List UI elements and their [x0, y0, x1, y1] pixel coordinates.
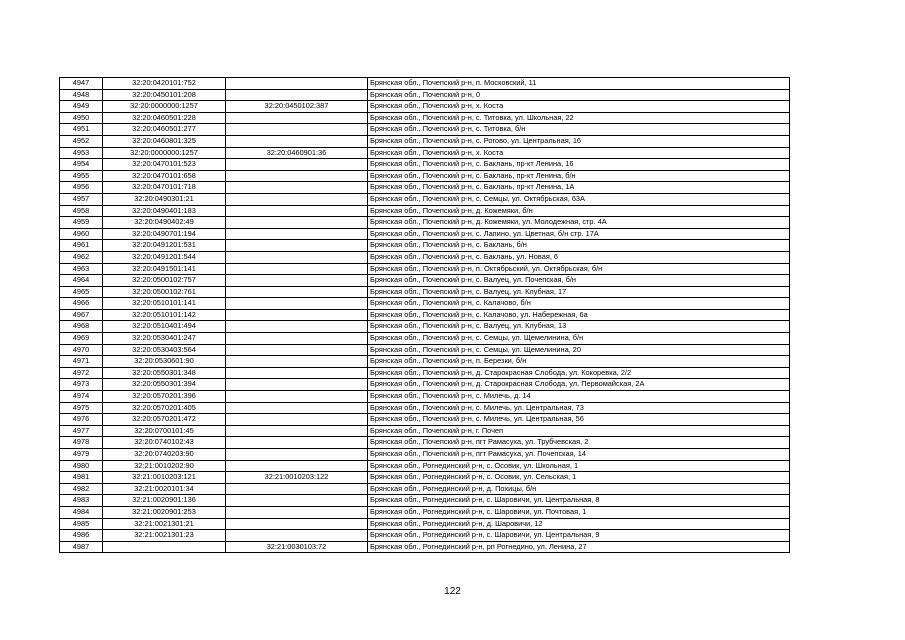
row-number-cell: 4977	[60, 425, 103, 437]
linked-cadastral-number-cell	[226, 530, 368, 542]
row-number-cell: 4986	[60, 530, 103, 542]
cadastral-number-cell: 32:20:0530403:564	[103, 344, 226, 356]
registry-table-body	[60, 78, 790, 553]
table-row	[60, 251, 790, 263]
table-row	[60, 367, 790, 379]
address-cell: Брянская обл., Почепский р-н, с. Баклань, ул. Новая, 6	[368, 251, 790, 263]
linked-cadastral-number-cell	[226, 356, 368, 368]
address-cell: Брянская обл., Почепский р-н, с. Титовка, ул. Школьная, 22	[368, 112, 790, 124]
address-cell: Брянская обл., Почепский р-н, с. Титовка, б/н	[368, 124, 790, 136]
cadastral-number-cell: 32:20:0510101:141	[103, 298, 226, 310]
table-row	[60, 541, 790, 553]
linked-cadastral-number-cell	[226, 437, 368, 449]
row-number-cell: 4983	[60, 495, 103, 507]
registry-table	[59, 77, 790, 553]
cadastral-number-cell: 32:20:0570201:472	[103, 414, 226, 426]
linked-cadastral-number-cell	[226, 344, 368, 356]
table-row	[60, 217, 790, 229]
linked-cadastral-number-cell: 32:20:0460901:36	[226, 147, 368, 159]
table-row	[60, 356, 790, 368]
address-cell: Брянская обл., Почепский р-н, с. Баклань, пр-кт Ленина, б/н	[368, 170, 790, 182]
linked-cadastral-number-cell	[226, 240, 368, 252]
address-cell: Брянская обл., Почепский р-н, х. Коста	[368, 101, 790, 113]
linked-cadastral-number-cell	[226, 135, 368, 147]
cadastral-number-cell: 32:20:0500102:761	[103, 286, 226, 298]
cadastral-number-cell	[103, 541, 226, 553]
cadastral-number-cell: 32:20:0550301:394	[103, 379, 226, 391]
address-cell: Брянская обл., Рогнединский р-н, д. Шаровичи, 12	[368, 518, 790, 530]
cadastral-number-cell: 32:20:0490301:21	[103, 193, 226, 205]
linked-cadastral-number-cell	[226, 275, 368, 287]
cadastral-number-cell: 32:20:0450101:208	[103, 89, 226, 101]
row-number-cell: 4971	[60, 356, 103, 368]
cadastral-number-cell: 32:20:0530401:247	[103, 333, 226, 345]
cadastral-number-cell: 32:20:0550301:348	[103, 367, 226, 379]
address-cell: Брянская обл., Почепский р-н, д. Кожемяки, б/н	[368, 205, 790, 217]
cadastral-number-cell: 32:20:0490401:183	[103, 205, 226, 217]
row-number-cell: 4969	[60, 333, 103, 345]
row-number-cell: 4981	[60, 472, 103, 484]
address-cell: Брянская обл., Рогнединский р-н, с. Осовик, ул. Школьная, 1	[368, 460, 790, 472]
table-row	[60, 170, 790, 182]
table-row	[60, 437, 790, 449]
cadastral-number-cell: 32:20:0500102:757	[103, 275, 226, 287]
address-cell: Брянская обл., Почепский р-н, с. Валуец, ул. Почепская, б/н	[368, 275, 790, 287]
linked-cadastral-number-cell	[226, 193, 368, 205]
row-number-cell: 4948	[60, 89, 103, 101]
address-cell: Брянская обл., Почепский р-н, с. Милечь, ул. Центральная, 56	[368, 414, 790, 426]
linked-cadastral-number-cell	[226, 217, 368, 229]
row-number-cell: 4987	[60, 541, 103, 553]
linked-cadastral-number-cell	[226, 391, 368, 403]
address-cell: Брянская обл., Почепский р-н, д. Старокрасная Слобода, ул. Первомайская, 2А	[368, 379, 790, 391]
linked-cadastral-number-cell	[226, 124, 368, 136]
table-row	[60, 78, 790, 90]
row-number-cell: 4954	[60, 159, 103, 171]
linked-cadastral-number-cell	[226, 495, 368, 507]
cadastral-number-cell: 32:20:0491201:544	[103, 251, 226, 263]
row-number-cell: 4957	[60, 193, 103, 205]
cadastral-number-cell: 32:20:0490701:194	[103, 228, 226, 240]
table-row	[60, 530, 790, 542]
row-number-cell: 4968	[60, 321, 103, 333]
linked-cadastral-number-cell	[226, 333, 368, 345]
cadastral-number-cell: 32:21:0020101:34	[103, 483, 226, 495]
cadastral-number-cell: 32:20:0000000:1257	[103, 101, 226, 113]
table-row	[60, 391, 790, 403]
table-row	[60, 228, 790, 240]
table-row	[60, 460, 790, 472]
cadastral-number-cell: 32:20:0570201:405	[103, 402, 226, 414]
linked-cadastral-number-cell: 32:21:0010203:122	[226, 472, 368, 484]
linked-cadastral-number-cell	[226, 506, 368, 518]
cadastral-number-cell: 32:20:0700101:45	[103, 425, 226, 437]
cadastral-number-cell: 32:20:0491501:141	[103, 263, 226, 275]
address-cell: Брянская обл., Почепский р-н, с. Валуец, ул. Клубная, 13	[368, 321, 790, 333]
linked-cadastral-number-cell	[226, 483, 368, 495]
cadastral-number-cell: 32:20:0470101:523	[103, 159, 226, 171]
cadastral-number-cell: 32:20:0491201:531	[103, 240, 226, 252]
linked-cadastral-number-cell	[226, 78, 368, 90]
address-cell: Брянская обл., Почепский р-н, п. Октябрьский, ул. Октябрьская, б/н	[368, 263, 790, 275]
row-number-cell: 4956	[60, 182, 103, 194]
linked-cadastral-number-cell	[226, 309, 368, 321]
table-row	[60, 193, 790, 205]
row-number-cell: 4978	[60, 437, 103, 449]
cadastral-number-cell: 32:20:0470101:658	[103, 170, 226, 182]
table-row	[60, 298, 790, 310]
table-row	[60, 495, 790, 507]
table-row	[60, 263, 790, 275]
row-number-cell: 4953	[60, 147, 103, 159]
table-row	[60, 124, 790, 136]
address-cell: Брянская обл., Почепский р-н, д. Старокрасная Слобода, ул. Кокоревка, 2/2	[368, 367, 790, 379]
row-number-cell: 4965	[60, 286, 103, 298]
cadastral-number-cell: 32:20:0530601:90	[103, 356, 226, 368]
address-cell: Брянская обл., Почепский р-н, п. Березки, б/н	[368, 356, 790, 368]
linked-cadastral-number-cell	[226, 518, 368, 530]
table-row	[60, 309, 790, 321]
table-row	[60, 379, 790, 391]
row-number-cell: 4980	[60, 460, 103, 472]
linked-cadastral-number-cell	[226, 205, 368, 217]
table-row	[60, 483, 790, 495]
address-cell: Брянская обл., Почепский р-н, пгт Рамасуха, ул. Почепская, 14	[368, 449, 790, 461]
cadastral-number-cell: 32:20:0470101:718	[103, 182, 226, 194]
linked-cadastral-number-cell	[226, 402, 368, 414]
address-cell: Брянская обл., Рогнединский р-н, с. Осовик, ул. Сельская, 1	[368, 472, 790, 484]
address-cell: Брянская обл., Почепский р-н, с. Лапино, ул. Цветная, б/н стр. 17А	[368, 228, 790, 240]
linked-cadastral-number-cell	[226, 263, 368, 275]
address-cell: Брянская обл., Почепский р-н, с. Рогово, ул. Центральная, 16	[368, 135, 790, 147]
row-number-cell: 4984	[60, 506, 103, 518]
row-number-cell: 4961	[60, 240, 103, 252]
row-number-cell: 4960	[60, 228, 103, 240]
address-cell: Брянская обл., Почепский р-н, с. Баклань, б/н	[368, 240, 790, 252]
row-number-cell: 4952	[60, 135, 103, 147]
row-number-cell: 4962	[60, 251, 103, 263]
address-cell: Брянская обл., Почепский р-н, с. Баклань, пр-кт Ленина, 16	[368, 159, 790, 171]
linked-cadastral-number-cell	[226, 425, 368, 437]
linked-cadastral-number-cell	[226, 159, 368, 171]
row-number-cell: 4970	[60, 344, 103, 356]
row-number-cell: 4966	[60, 298, 103, 310]
address-cell: Брянская обл., Почепский р-н, с. Валуец, ул. Клубная, 17	[368, 286, 790, 298]
address-cell: Брянская обл., Рогнединский р-н, д. Похицы, б/н	[368, 483, 790, 495]
row-number-cell: 4947	[60, 78, 103, 90]
row-number-cell: 4982	[60, 483, 103, 495]
table-row	[60, 333, 790, 345]
table-row	[60, 321, 790, 333]
table-row	[60, 286, 790, 298]
row-number-cell: 4972	[60, 367, 103, 379]
row-number-cell: 4949	[60, 101, 103, 113]
linked-cadastral-number-cell	[226, 298, 368, 310]
cadastral-number-cell: 32:21:0021301:23	[103, 530, 226, 542]
table-row	[60, 518, 790, 530]
linked-cadastral-number-cell	[226, 228, 368, 240]
linked-cadastral-number-cell	[226, 379, 368, 391]
linked-cadastral-number-cell	[226, 112, 368, 124]
row-number-cell: 4955	[60, 170, 103, 182]
address-cell: Брянская обл., Рогнединский р-н, с. Шаровичи, ул. Центральная, 9	[368, 530, 790, 542]
cadastral-number-cell: 32:21:0020901:253	[103, 506, 226, 518]
table-row	[60, 425, 790, 437]
cadastral-number-cell: 32:20:0490402:49	[103, 217, 226, 229]
row-number-cell: 4963	[60, 263, 103, 275]
cadastral-number-cell: 32:21:0021301:21	[103, 518, 226, 530]
row-number-cell: 4979	[60, 449, 103, 461]
table-row	[60, 205, 790, 217]
table-row	[60, 344, 790, 356]
row-number-cell: 4951	[60, 124, 103, 136]
row-number-cell: 4958	[60, 205, 103, 217]
address-cell: Брянская обл., Почепский р-н, с. Семцы, ул. Щемелинина, б/н	[368, 333, 790, 345]
cadastral-number-cell: 32:21:0010202:90	[103, 460, 226, 472]
row-number-cell: 4976	[60, 414, 103, 426]
row-number-cell: 4973	[60, 379, 103, 391]
cadastral-number-cell: 32:20:0460801:325	[103, 135, 226, 147]
table-row	[60, 89, 790, 101]
cadastral-number-cell: 32:20:0420101:752	[103, 78, 226, 90]
cadastral-number-cell: 32:20:0740102:43	[103, 437, 226, 449]
cadastral-number-cell: 32:20:0000000:1257	[103, 147, 226, 159]
page-number: 122	[444, 586, 461, 597]
cadastral-number-cell: 32:20:0570201:396	[103, 391, 226, 403]
address-cell: Брянская обл., Почепский р-н, с. Баклань, пр-кт Ленина, 1А	[368, 182, 790, 194]
address-cell: Брянская обл., Почепский р-н, г. Почеп	[368, 425, 790, 437]
linked-cadastral-number-cell	[226, 182, 368, 194]
table-row	[60, 275, 790, 287]
address-cell: Брянская обл., Почепский р-н, с. Семцы, ул. Октябрьская, 63А	[368, 193, 790, 205]
row-number-cell: 4975	[60, 402, 103, 414]
table-row	[60, 506, 790, 518]
address-cell: Брянская обл., Почепский р-н, п. Московский, 11	[368, 78, 790, 90]
linked-cadastral-number-cell	[226, 89, 368, 101]
linked-cadastral-number-cell	[226, 367, 368, 379]
table-row	[60, 414, 790, 426]
cadastral-number-cell: 32:20:0510101:142	[103, 309, 226, 321]
address-cell: Брянская обл., Почепский р-н, с. Милечь, д. 14	[368, 391, 790, 403]
linked-cadastral-number-cell: 32:21:0030103:72	[226, 541, 368, 553]
linked-cadastral-number-cell	[226, 449, 368, 461]
address-cell: Брянская обл., Почепский р-н, пгт Рамасуха, ул. Трубчевская, 2	[368, 437, 790, 449]
linked-cadastral-number-cell	[226, 460, 368, 472]
table-row	[60, 112, 790, 124]
linked-cadastral-number-cell	[226, 321, 368, 333]
table-row	[60, 135, 790, 147]
address-cell: Брянская обл., Почепский р-н, с. Калачово, б/н	[368, 298, 790, 310]
table-row	[60, 449, 790, 461]
cadastral-number-cell: 32:21:0010203:121	[103, 472, 226, 484]
cadastral-number-cell: 32:20:0460501:228	[103, 112, 226, 124]
row-number-cell: 4985	[60, 518, 103, 530]
table-row	[60, 402, 790, 414]
linked-cadastral-number-cell	[226, 251, 368, 263]
linked-cadastral-number-cell	[226, 286, 368, 298]
cadastral-number-cell: 32:20:0510401:494	[103, 321, 226, 333]
table-row	[60, 101, 790, 113]
row-number-cell: 4974	[60, 391, 103, 403]
table-row	[60, 147, 790, 159]
address-cell: Брянская обл., Почепский р-н, с. Калачово, ул. Набережная, 6а	[368, 309, 790, 321]
address-cell: Брянская обл., Почепский р-н, х. Коста	[368, 147, 790, 159]
row-number-cell: 4967	[60, 309, 103, 321]
cadastral-number-cell: 32:21:0020901:136	[103, 495, 226, 507]
address-cell: Брянская обл., Рогнединский р-н, с. Шаровичи, ул. Почтовая, 1	[368, 506, 790, 518]
linked-cadastral-number-cell	[226, 170, 368, 182]
address-cell: Брянская обл., Почепский р-н, с. Милечь, ул. Центральная, 73	[368, 402, 790, 414]
table-row	[60, 159, 790, 171]
cadastral-number-cell: 32:20:0460501:277	[103, 124, 226, 136]
address-cell: Брянская обл., Почепский р-н, д. Кожемяки, ул. Молодежная, стр. 4А	[368, 217, 790, 229]
linked-cadastral-number-cell	[226, 414, 368, 426]
row-number-cell: 4950	[60, 112, 103, 124]
linked-cadastral-number-cell: 32:20:0450102:387	[226, 101, 368, 113]
table-row	[60, 182, 790, 194]
table-row	[60, 240, 790, 252]
row-number-cell: 4959	[60, 217, 103, 229]
address-cell: Брянская обл., Почепский р-н, 0	[368, 89, 790, 101]
table-row	[60, 472, 790, 484]
cadastral-number-cell: 32:20:0740203:90	[103, 449, 226, 461]
row-number-cell: 4964	[60, 275, 103, 287]
address-cell: Брянская обл., Почепский р-н, с. Семцы, ул. Щемелинина, 20	[368, 344, 790, 356]
address-cell: Брянская обл., Рогнединский р-н, рп Рогнедино, ул. Ленина, 27	[368, 541, 790, 553]
address-cell: Брянская обл., Рогнединский р-н, с. Шаровичи, ул. Центральная, 8	[368, 495, 790, 507]
